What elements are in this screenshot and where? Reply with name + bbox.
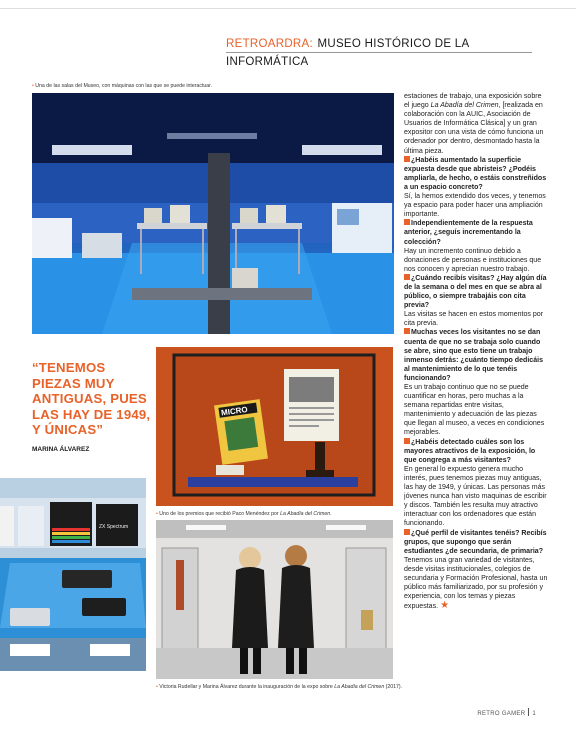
caption-bullet: • xyxy=(156,511,158,517)
page-footer xyxy=(477,708,536,717)
top-rule xyxy=(0,8,576,9)
question-text: Muchas veces los visitantes no se dan cuenta de que no se trabaja solo cuando se abre, sino que esto tiene un trabajo inmenso detrás: ¿cuánto tiempo dedicáis al mantenimiento de lo que tenéis funcionando? xyxy=(404,329,544,382)
interview-question xyxy=(404,219,548,246)
question-bullet xyxy=(404,529,410,535)
caption-end: . xyxy=(330,511,332,517)
question-bullet xyxy=(404,156,410,162)
photo-award-display xyxy=(156,347,393,506)
caption-text: Victoria Rudellar y Marina Álvarez durante la inauguración de la expo sobre xyxy=(159,684,335,690)
section-title: MUSEO HISTÓRICO DE LA INFORMÁTICA xyxy=(226,38,469,68)
interview-question xyxy=(404,438,548,465)
interview-question xyxy=(404,328,548,383)
article-column xyxy=(404,92,548,611)
spectrum-box-label: ZX Spectrum xyxy=(99,524,129,530)
photo-museum-room xyxy=(32,93,394,334)
interview-answer: Es un trabajo continuo que no se puede cuantificar en horas, pero muchas a la semana repartidas entre visitas, mantenimiento y adecuación de las piezas que llegan al museo, a veces en condiciones mejorables. xyxy=(404,384,545,437)
question-text: ¿Habéis aumentado la superficie expuesta desde que abristeis? ¿Podéis ampliarla, de hecho, o estáis constreñidos a un espacio concreto? xyxy=(404,156,547,191)
header-divider xyxy=(226,52,532,53)
caption-bullet: • xyxy=(32,83,34,89)
pull-quote-author: MARINA ÁLVAREZ xyxy=(32,446,90,453)
caption-photo-award xyxy=(156,511,332,517)
photo-spectrum-display xyxy=(0,478,146,671)
caption-game-title: La Abadía del Crimen xyxy=(280,511,331,517)
question-text: ¿Qué perfil de visitantes tenéis? Recibís grupos, que supongo que serán estudiantes ¿de secundaria, de primaria? xyxy=(404,529,547,555)
page-number: 1 xyxy=(532,711,536,717)
question-bullet xyxy=(404,219,410,225)
award-display-illustration xyxy=(156,347,393,506)
question-bullet xyxy=(404,328,410,334)
interview-question xyxy=(404,274,548,310)
caption-photo-room xyxy=(32,83,212,89)
spectrum-display-illustration xyxy=(0,478,146,671)
caption-text: Uno de los premios que recibió Paco Menéndez por xyxy=(159,511,281,517)
caption-end: (2017). xyxy=(384,684,403,690)
interview-answer xyxy=(404,556,548,612)
article-game-title: La Abadía del Crimen xyxy=(430,102,499,110)
article-paragraph xyxy=(404,92,548,156)
question-bullet xyxy=(404,438,410,444)
interview-answer: Hay un incremento continuo debido a donaciones de personas e instituciones que nos conocen y aprecian nuestro trabajo. xyxy=(404,247,542,273)
interview-answer: Las visitas se hacen en estos momentos por cita previa. xyxy=(404,311,544,328)
article-text: , [realizada en colaboración con la AUIC, Asociación de Usuarios de Informática Clásica] y un gran expositor con una vista de cómo funciona un ordenador por dentro, desmontado hasta la última pieza. xyxy=(404,102,544,155)
answer-text: Tenemos una gran variedad de visitantes, desde visitas institucionales, colegios de secundaria y Formación Profesional, hasta un público más familiarizado, por su profesión y experiencia, con los temas y piezas expuestas. xyxy=(404,556,548,611)
caption-photo-inauguration xyxy=(156,684,402,690)
interview-question xyxy=(404,156,548,192)
interview-question xyxy=(404,529,548,556)
caption-game-title: La Abadía del Crimen xyxy=(334,684,385,690)
question-text: ¿Habéis detectado cuáles son los mayores atractivos de la exposición, lo que congrega a más visitantes? xyxy=(404,438,536,464)
inauguration-illustration xyxy=(156,520,393,679)
section-header xyxy=(226,34,536,68)
footer-divider xyxy=(528,708,529,716)
magazine-name: RETRO GAMER xyxy=(477,711,526,717)
end-of-article-star-icon: ★ xyxy=(440,600,450,612)
question-bullet xyxy=(404,274,410,280)
section-kicker: RETROARDRA: xyxy=(226,38,314,50)
pull-quote: “TENEMOS PIEZAS MUY ANTIGUAS, PUES LAS HAY DE 1949, Y ÚNICAS” xyxy=(32,360,151,437)
caption-bullet: • xyxy=(156,684,158,690)
interview-answer: En general lo expuesto genera mucho interés, pues tenemos piezas muy antiguas, las hay de 1949, y únicas. Las personas más jóvenes nunca han visto maquinas de escribir y discos. También les resulta muy atractivo interactuar con los ordenadores que están funcionando. xyxy=(404,465,547,528)
question-text: Independientemente de la respuesta anterior, ¿seguís incrementando la colección? xyxy=(404,220,533,246)
magazine-cover-title: MICRO xyxy=(220,404,249,418)
museum-room-illustration xyxy=(32,93,394,334)
caption-text: Una de las salas del Museo, con máquinas con las que se puede interactuar. xyxy=(35,83,213,89)
interview-answer: Sí, la hemos extendido dos veces, y tenemos ya espacio para poder hacer una ampliación importante. xyxy=(404,193,546,219)
photo-inauguration xyxy=(156,520,393,679)
question-text: ¿Cuándo recibís visitas? ¿Hay algún día de la semana o del mes en que se abra al público, o siempre trabajáis con cita previa? xyxy=(404,274,547,310)
article-text: estaciones de trabajo, una exposición sobre el juego xyxy=(404,93,542,110)
